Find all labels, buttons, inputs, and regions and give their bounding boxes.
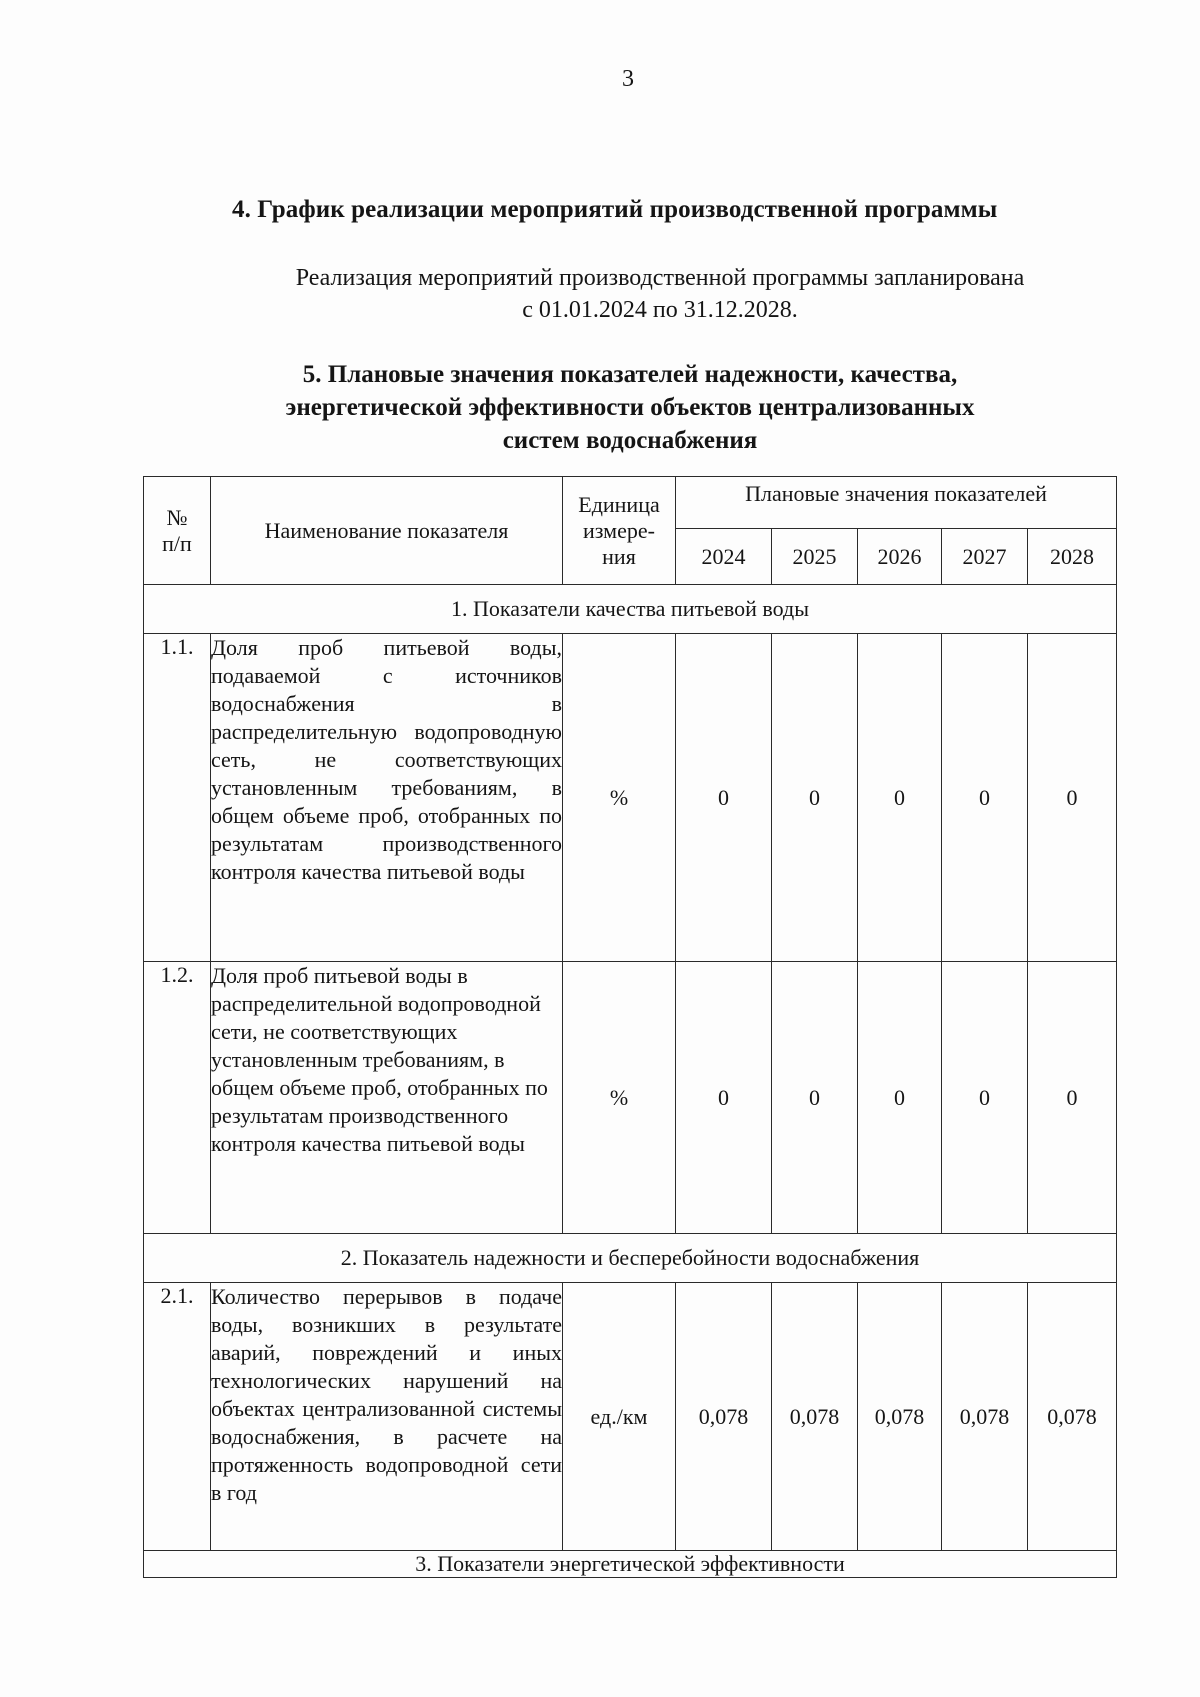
row-name: Количество перерывов в подаче воды, возникших в результате аварий, повреждений и иных технологических нарушений на объектах централизованной системы водоснабжения, в расчете на протяженность водопроводной сети в год	[211, 1283, 563, 1551]
group-title: 2. Показатель надежности и бесперебойности водоснабжения	[144, 1234, 1117, 1283]
row-value: 0,078	[1028, 1283, 1117, 1551]
header-unit: Единица измере-ния	[563, 477, 676, 585]
implementation-text-line-2: с 01.01.2024 по 31.12.2028.	[522, 297, 798, 323]
row-value: 0	[772, 634, 858, 962]
row-unit: %	[563, 962, 676, 1234]
row-value: 0	[858, 634, 942, 962]
row-value: 0	[858, 962, 942, 1234]
row-num: 2.1.	[144, 1283, 211, 1551]
indicators-table	[143, 476, 1117, 1578]
row-value: 0	[942, 962, 1028, 1234]
row-value: 0	[1028, 962, 1117, 1234]
row-num: 1.1.	[144, 634, 211, 962]
group-title: 1. Показатели качества питьевой воды	[144, 585, 1117, 634]
header-name: Наименование показателя	[211, 477, 563, 585]
section-4-title: 4. График реализации мероприятий производственной программы	[232, 196, 998, 223]
row-value: 0	[1028, 634, 1117, 962]
row-value: 0,078	[858, 1283, 942, 1551]
header-year: 2026	[858, 529, 942, 585]
row-value: 0	[942, 634, 1028, 962]
header-year: 2027	[942, 529, 1028, 585]
header-year: 2025	[772, 529, 858, 585]
header-year: 2028	[1028, 529, 1117, 585]
table-row	[144, 962, 1117, 1234]
header-planned-values: Плановые значения показателей	[676, 477, 1117, 529]
row-value: 0,078	[772, 1283, 858, 1551]
section-5-title-line-3: систем водоснабжения	[502, 427, 758, 454]
header-year: 2024	[676, 529, 772, 585]
row-value: 0	[676, 962, 772, 1234]
row-name: Доля проб питьевой воды в распределительной водопроводной сети, не соответствующих установленным требованиям, в общем объеме проб, отобранных по результатам производственного контроля качества питьевой воды	[211, 962, 563, 1234]
row-value: 0,078	[676, 1283, 772, 1551]
row-num: 1.2.	[144, 962, 211, 1234]
implementation-text	[220, 262, 1100, 326]
page-number: 3	[622, 66, 634, 92]
row-unit: ед./км	[563, 1283, 676, 1551]
row-value: 0,078	[942, 1283, 1028, 1551]
row-unit: %	[563, 634, 676, 962]
section-5-title-line-2: энергетической эффективности объектов централизованных	[285, 394, 975, 421]
row-value: 0	[772, 962, 858, 1234]
section-5-title	[230, 358, 1030, 457]
table-row	[144, 634, 1117, 962]
group-title: 3. Показатели энергетической эффективности	[144, 1551, 1117, 1578]
header-num: № п/п	[144, 477, 211, 585]
row-value: 0	[676, 634, 772, 962]
section-5-title-line-1: 5. Плановые значения показателей надежности, качества,	[302, 361, 958, 388]
row-name: Доля проб питьевой воды, подаваемой с источников водоснабжения в распределительную водопроводную сеть, не соответствующих установленным требованиям, в общем объеме проб, отобранных по результатам производственного контроля качества питьевой воды	[211, 634, 563, 962]
table-row	[144, 1283, 1117, 1551]
implementation-text-line-1: Реализация мероприятий производственной программы запланирована	[295, 265, 1025, 291]
